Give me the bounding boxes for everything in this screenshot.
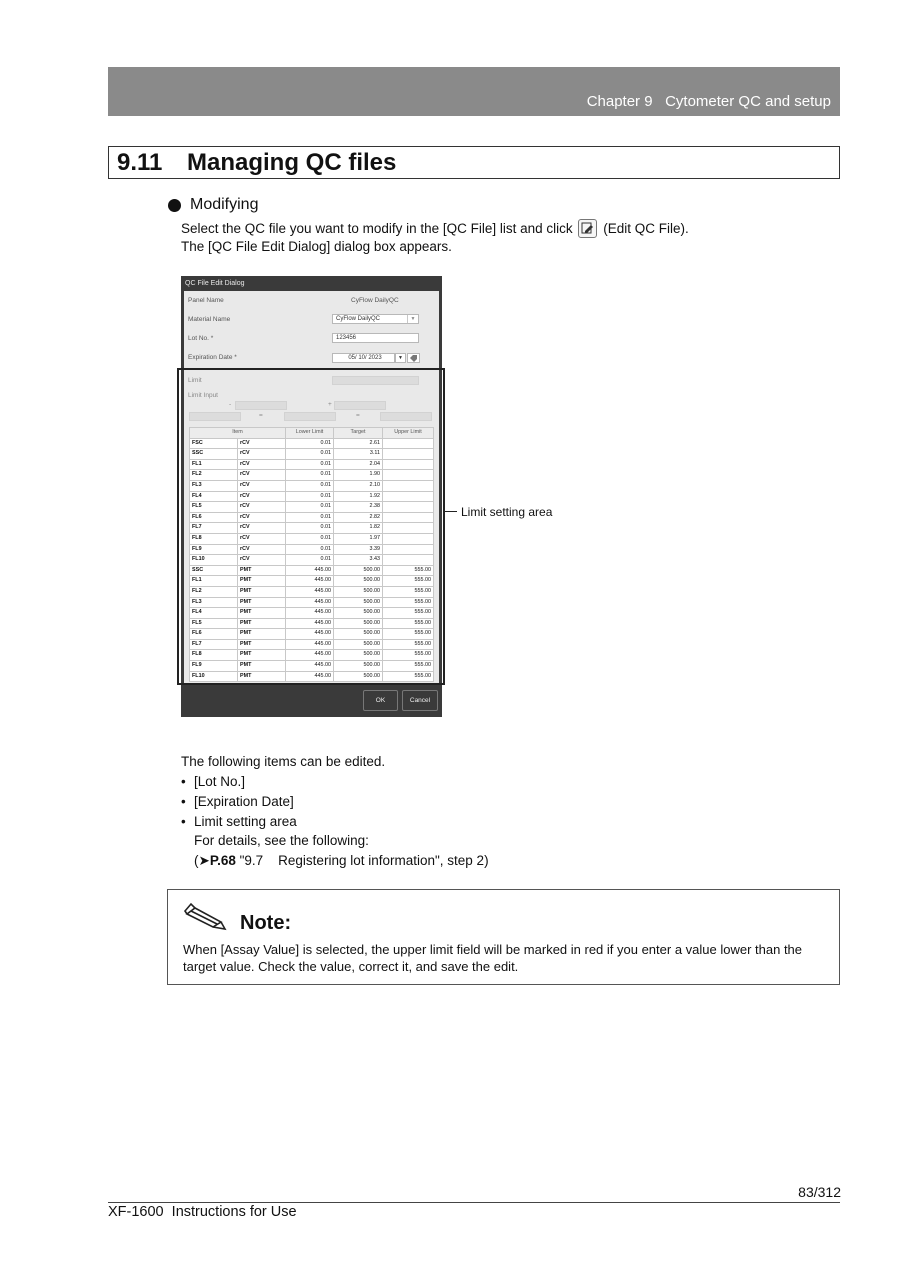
lot-no-input[interactable]: 123456	[332, 333, 419, 343]
bullet-dot-icon	[168, 199, 181, 212]
cell-type: PMT	[238, 597, 286, 608]
cell-lower-limit[interactable]: 445.00	[286, 586, 334, 597]
cell-type: rCV	[238, 544, 286, 555]
reference-page: P.68	[209, 853, 236, 868]
cell-target[interactable]: 1.82	[334, 523, 383, 534]
cell-target[interactable]: 500.00	[334, 586, 383, 597]
cell-item: FL5	[190, 502, 238, 513]
cell-upper-limit[interactable]: 555.00	[383, 576, 434, 587]
limit-label: Limit	[188, 377, 202, 384]
cross-reference[interactable]: (➤P.68 "9.7 Registering lot information", step 2)	[194, 853, 489, 868]
cell-item: FL10	[190, 671, 238, 682]
note-box	[167, 889, 840, 985]
cell-type: rCV	[238, 555, 286, 566]
reference-text: "9.7 Registering lot information", step 2)	[239, 853, 489, 868]
minus-sign: -	[229, 401, 232, 408]
cell-type: rCV	[238, 512, 286, 523]
cell-upper-limit[interactable]: 555.00	[383, 629, 434, 640]
cell-type: rCV	[238, 533, 286, 544]
material-name-label: Material Name	[188, 316, 231, 323]
limit-input-label: Limit Input	[188, 392, 218, 399]
cell-item: FL4	[190, 491, 238, 502]
cell-type: PMT	[238, 639, 286, 650]
cell-target[interactable]: 3.11	[334, 449, 383, 460]
calendar-tag-icon[interactable]	[407, 353, 420, 363]
cell-type: PMT	[238, 661, 286, 672]
arrow-icon: ➤	[198, 853, 210, 868]
cell-upper-limit[interactable]: 555.00	[383, 586, 434, 597]
cell-item: FL2	[190, 586, 238, 597]
chapter-header-text	[587, 93, 831, 110]
instruction-text: Select the QC file you want to modify in the [QC File] list and click	[181, 221, 573, 236]
cell-item: FL1	[190, 576, 238, 587]
cell-item: FL2	[190, 470, 238, 481]
column-header-lower-limit: Lower Limit	[286, 428, 334, 439]
cell-upper-limit[interactable]: 555.00	[383, 650, 434, 661]
cell-type: rCV	[238, 491, 286, 502]
cell-upper-limit[interactable]: 555.00	[383, 671, 434, 682]
cancel-button[interactable]: Cancel	[402, 690, 438, 711]
cell-target[interactable]: 1.92	[334, 491, 383, 502]
cell-type: rCV	[238, 449, 286, 460]
dialog-title: QC File Edit Dialog	[185, 280, 245, 287]
cell-lower-limit[interactable]: 0.01	[286, 523, 334, 534]
cell-item: FSC	[190, 438, 238, 449]
column-header-upper-limit: Upper Limit	[383, 428, 434, 439]
cell-upper-limit[interactable]: 555.00	[383, 639, 434, 650]
cell-target[interactable]: 500.00	[334, 661, 383, 672]
section-title: Managing QC files	[187, 149, 397, 176]
cell-upper-limit[interactable]: 555.00	[383, 618, 434, 629]
cell-upper-limit[interactable]: 555.00	[383, 661, 434, 672]
instruction-line	[181, 219, 689, 238]
cell-lower-limit[interactable]: 0.01	[286, 555, 334, 566]
section-heading	[108, 146, 840, 179]
cell-type: PMT	[238, 608, 286, 619]
cell-target[interactable]: 2.04	[334, 459, 383, 470]
cell-type: rCV	[238, 523, 286, 534]
cell-target[interactable]: 500.00	[334, 650, 383, 661]
date-dropdown-icon[interactable]: ▼	[395, 353, 406, 363]
cell-lower-limit[interactable]: 445.00	[286, 661, 334, 672]
ok-button[interactable]: OK	[363, 690, 398, 711]
material-name-select[interactable]	[332, 314, 419, 324]
bullet-heading: Modifying	[190, 196, 259, 213]
cell-lower-limit[interactable]: 0.01	[286, 470, 334, 481]
editable-item-lot-no: [Lot No.]	[194, 774, 246, 789]
chapter-number: Chapter 9	[586, 93, 653, 110]
cell-item: FL6	[190, 512, 238, 523]
cell-type: PMT	[238, 565, 286, 576]
cell-target[interactable]: 1.97	[334, 533, 383, 544]
column-header-target: Target	[334, 428, 383, 439]
cell-item: FL9	[190, 544, 238, 555]
bullet-icon: •	[181, 814, 186, 829]
cell-target[interactable]: 500.00	[334, 671, 383, 682]
cell-item: FL4	[190, 608, 238, 619]
section-number: 9.11	[117, 149, 163, 176]
limit-setting-area-frame	[177, 368, 445, 685]
cell-target[interactable]: 3.43	[334, 555, 383, 566]
footer-divider	[108, 1202, 840, 1203]
cell-type: PMT	[238, 618, 286, 629]
cell-target[interactable]: 2.82	[334, 512, 383, 523]
equals-sign-2: =	[356, 412, 360, 419]
cell-type: rCV	[238, 459, 286, 470]
cell-lower-limit[interactable]: 0.01	[286, 438, 334, 449]
cell-target[interactable]: 500.00	[334, 597, 383, 608]
cell-type: rCV	[238, 480, 286, 491]
cell-target[interactable]: 3.39	[334, 544, 383, 555]
cell-target[interactable]: 2.10	[334, 480, 383, 491]
cell-lower-limit[interactable]: 0.01	[286, 512, 334, 523]
cell-target[interactable]: 500.00	[334, 565, 383, 576]
cell-lower-limit[interactable]: 0.01	[286, 480, 334, 491]
cell-lower-limit[interactable]: 445.00	[286, 629, 334, 640]
cell-item: FL9	[190, 661, 238, 672]
cell-target[interactable]: 500.00	[334, 639, 383, 650]
cell-item: SSC	[190, 449, 238, 460]
callout-line	[445, 511, 457, 512]
cell-item: FL7	[190, 639, 238, 650]
cell-lower-limit[interactable]: 0.01	[286, 502, 334, 513]
cell-type: rCV	[238, 502, 286, 513]
edit-qc-file-icon	[578, 219, 597, 238]
cell-item: SSC	[190, 565, 238, 576]
cell-item: FL5	[190, 618, 238, 629]
cell-lower-limit[interactable]: 0.01	[286, 449, 334, 460]
footer-text: XF-1600 Instructions for Use	[108, 1204, 297, 1220]
cell-lower-limit[interactable]: 445.00	[286, 608, 334, 619]
cell-target[interactable]: 1.90	[334, 470, 383, 481]
cell-item: FL7	[190, 523, 238, 534]
editable-item-limit-area: Limit setting area	[194, 814, 297, 829]
chevron-down-icon: ▼	[407, 315, 418, 323]
cell-target[interactable]: 500.00	[334, 576, 383, 587]
cell-item: FL3	[190, 480, 238, 491]
cell-lower-limit[interactable]: 445.00	[286, 639, 334, 650]
bullet-icon: •	[181, 774, 186, 789]
cell-type: PMT	[238, 671, 286, 682]
plus-sign: +	[328, 401, 332, 408]
cell-target[interactable]: 500.00	[334, 629, 383, 640]
material-name-value: CyFlow DailyQC	[336, 316, 381, 322]
cell-type: PMT	[238, 629, 286, 640]
lot-no-label: Lot No. *	[188, 335, 214, 342]
cell-lower-limit[interactable]: 0.01	[286, 544, 334, 555]
cell-type: rCV	[238, 438, 286, 449]
cell-item: FL1	[190, 459, 238, 470]
cell-item: FL8	[190, 650, 238, 661]
cell-lower-limit[interactable]: 445.00	[286, 597, 334, 608]
cell-type: rCV	[238, 470, 286, 481]
cell-item: FL3	[190, 597, 238, 608]
cell-type: PMT	[238, 650, 286, 661]
editable-intro: The following items can be edited.	[181, 754, 386, 769]
details-text: For details, see the following:	[194, 833, 369, 848]
cell-target[interactable]: 2.38	[334, 502, 383, 513]
cell-target[interactable]: 500.00	[334, 618, 383, 629]
page-number: 83/312	[798, 1184, 841, 1200]
cell-upper-limit[interactable]: 555.00	[383, 608, 434, 619]
note-text: When [Assay Value] is selected, the upper limit field will be marked in red if you enter a value lower than the target value. Check the value, correct it, and save the edit.	[183, 942, 803, 974]
expiration-date-input[interactable]: 05/ 10/ 2023	[332, 353, 395, 363]
cell-lower-limit[interactable]: 445.00	[286, 576, 334, 587]
cell-lower-limit[interactable]: 0.01	[286, 533, 334, 544]
cell-lower-limit[interactable]: 0.01	[286, 459, 334, 470]
panel-name-value: CyFlow DailyQC	[351, 297, 399, 304]
cell-item: FL6	[190, 629, 238, 640]
cell-lower-limit[interactable]: 445.00	[286, 671, 334, 682]
cell-type: PMT	[238, 586, 286, 597]
cell-type: PMT	[238, 576, 286, 587]
cell-lower-limit[interactable]: 445.00	[286, 650, 334, 661]
cell-item: FL10	[190, 555, 238, 566]
editable-item-expiration-date: [Expiration Date]	[194, 794, 294, 809]
chapter-header-bar	[108, 67, 840, 116]
instruction-text-after: (Edit QC File).	[603, 221, 689, 236]
limit-setting-area-callout: Limit setting area	[461, 505, 553, 519]
bullet-icon: •	[181, 794, 186, 809]
expiration-date-label: Expiration Date *	[188, 354, 237, 361]
cell-upper-limit[interactable]: 555.00	[383, 565, 434, 576]
cell-lower-limit[interactable]: 445.00	[286, 618, 334, 629]
chapter-title: Cytometer QC and setup	[665, 93, 831, 110]
equals-sign-1: =	[259, 412, 263, 419]
column-header-item: Item	[190, 428, 286, 439]
panel-name-label: Panel Name	[188, 297, 224, 304]
cell-target[interactable]: 500.00	[334, 608, 383, 619]
dialog-appears-text: The [QC File Edit Dialog] dialog box appears.	[181, 239, 452, 254]
cell-item: FL8	[190, 533, 238, 544]
cell-target[interactable]: 2.61	[334, 438, 383, 449]
cell-lower-limit[interactable]: 445.00	[286, 565, 334, 576]
pencil-note-icon	[183, 902, 229, 932]
cell-lower-limit[interactable]: 0.01	[286, 491, 334, 502]
cell-upper-limit[interactable]: 555.00	[383, 597, 434, 608]
note-title: Note:	[240, 912, 292, 934]
